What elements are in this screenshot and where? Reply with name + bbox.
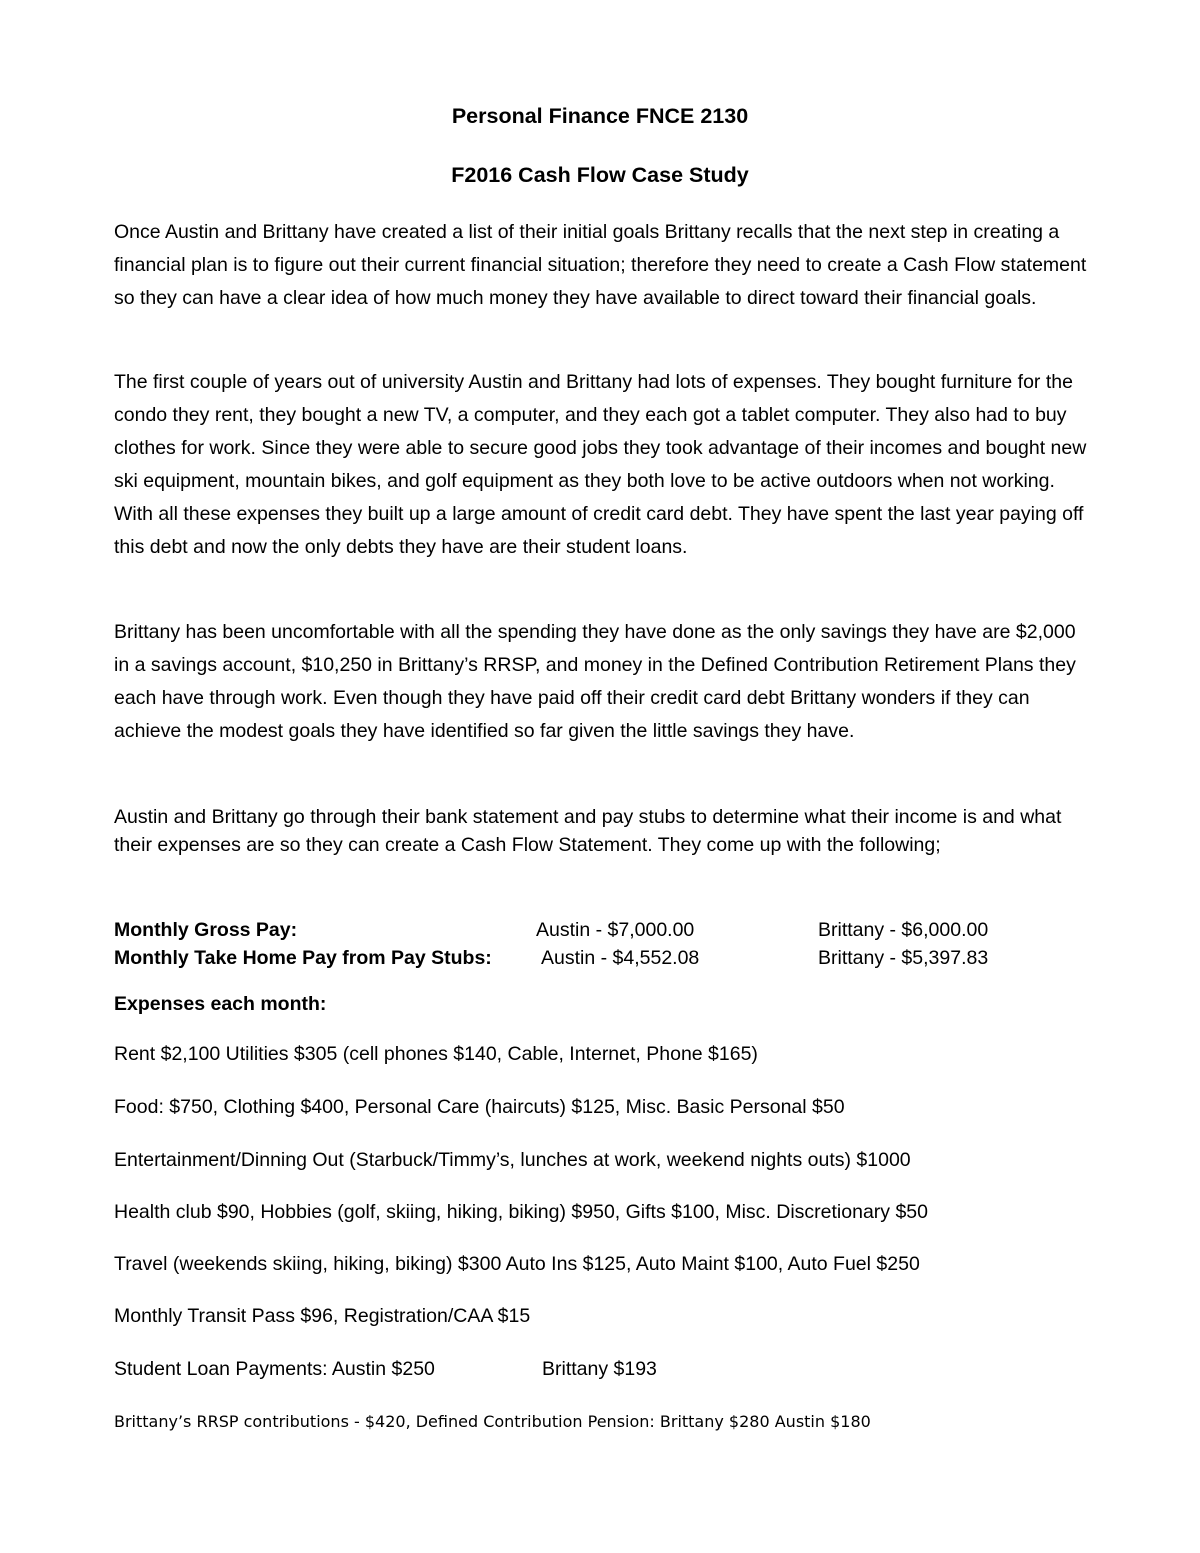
paragraph-statement: Austin and Brittany go through their bank statement and pay stubs to determine what their income is and what their expenses are so they can create a Cash Flow Statement. They come up with the following; bbox=[114, 806, 1062, 856]
student-loan-line: Student Loan Payments: Austin $250 bbox=[114, 1358, 435, 1380]
student-loan-brittany: Brittany $193 bbox=[542, 1358, 657, 1380]
paragraph-expenses-history: The first couple of years out of university Austin and Brittany had lots of expenses. They bought furniture for the condo they rent, they bought a new TV, a computer, and they each got a tablet computer. They also had to buy clothes for work. Since they were able to secure good jobs they took advantage of their incomes and bought new ski equipment, mountain bikes, and golf equipment as they both love to be active outdoors when not working. With all these expenses they built up a large amount of credit card debt. They have spent the last year paying off this debt and now the only debts they have are their student loans. bbox=[114, 371, 1087, 558]
expense-line: Monthly Transit Pass $96, Registration/CAA $15 bbox=[114, 1305, 531, 1327]
expense-line: Rent $2,100 Utilities $305 (cell phones $140, Cable, Internet, Phone $165) bbox=[114, 1043, 758, 1065]
document-title: Personal Finance FNCE 2130 bbox=[451, 104, 749, 128]
expenses-heading: Expenses each month: bbox=[114, 993, 327, 1015]
expense-line: Travel (weekends skiing, hiking, biking) $300 Auto Ins $125, Auto Maint $100, Auto Fuel $250 bbox=[114, 1253, 920, 1275]
expense-line: Entertainment/Dinning Out (Starbuck/Timmy’s, lunches at work, weekend nights outs) $1000 bbox=[114, 1149, 911, 1171]
paragraph-savings: Brittany has been uncomfortable with all the spending they have done as the only savings they have are $2,000 in a savings account, $10,250 in Brittany’s RRSP, and money in the Defined Contribution Retirement Plans they each have through work. Even though they have paid off their credit card debt Brittany wonders if they can achieve the modest goals they have identified so far given the little savings they have. bbox=[114, 621, 1076, 742]
gross-pay-label: Monthly Gross Pay: bbox=[114, 919, 298, 941]
expense-line: Food: $750, Clothing $400, Personal Care (haircuts) $125, Misc. Basic Personal $50 bbox=[114, 1096, 845, 1118]
gross-pay-austin: Austin - $7,000.00 bbox=[536, 919, 695, 941]
takehome-pay-brittany: Brittany - $5,397.83 bbox=[818, 947, 989, 969]
document-subtitle: F2016 Cash Flow Case Study bbox=[451, 163, 749, 187]
takehome-pay-austin: Austin - $4,552.08 bbox=[541, 947, 700, 969]
gross-pay-brittany: Brittany - $6,000.00 bbox=[818, 919, 989, 941]
rrsp-pension-line: Brittany’s RRSP contributions - $420, Defined Contribution Pension: Brittany $280 Austin $180 bbox=[114, 1412, 871, 1431]
takehome-pay-label: Monthly Take Home Pay from Pay Stubs: bbox=[114, 947, 492, 969]
expense-line: Health club $90, Hobbies (golf, skiing, hiking, biking) $950, Gifts $100, Misc. Discretionary $50 bbox=[114, 1201, 928, 1223]
paragraph-intro: Once Austin and Brittany have created a list of their initial goals Brittany recalls that the next step in creating a financial plan is to figure out their current financial situation; therefore they need to create a Cash Flow statement so they can have a clear idea of how much money they have available to direct toward their financial goals. bbox=[114, 221, 1087, 309]
